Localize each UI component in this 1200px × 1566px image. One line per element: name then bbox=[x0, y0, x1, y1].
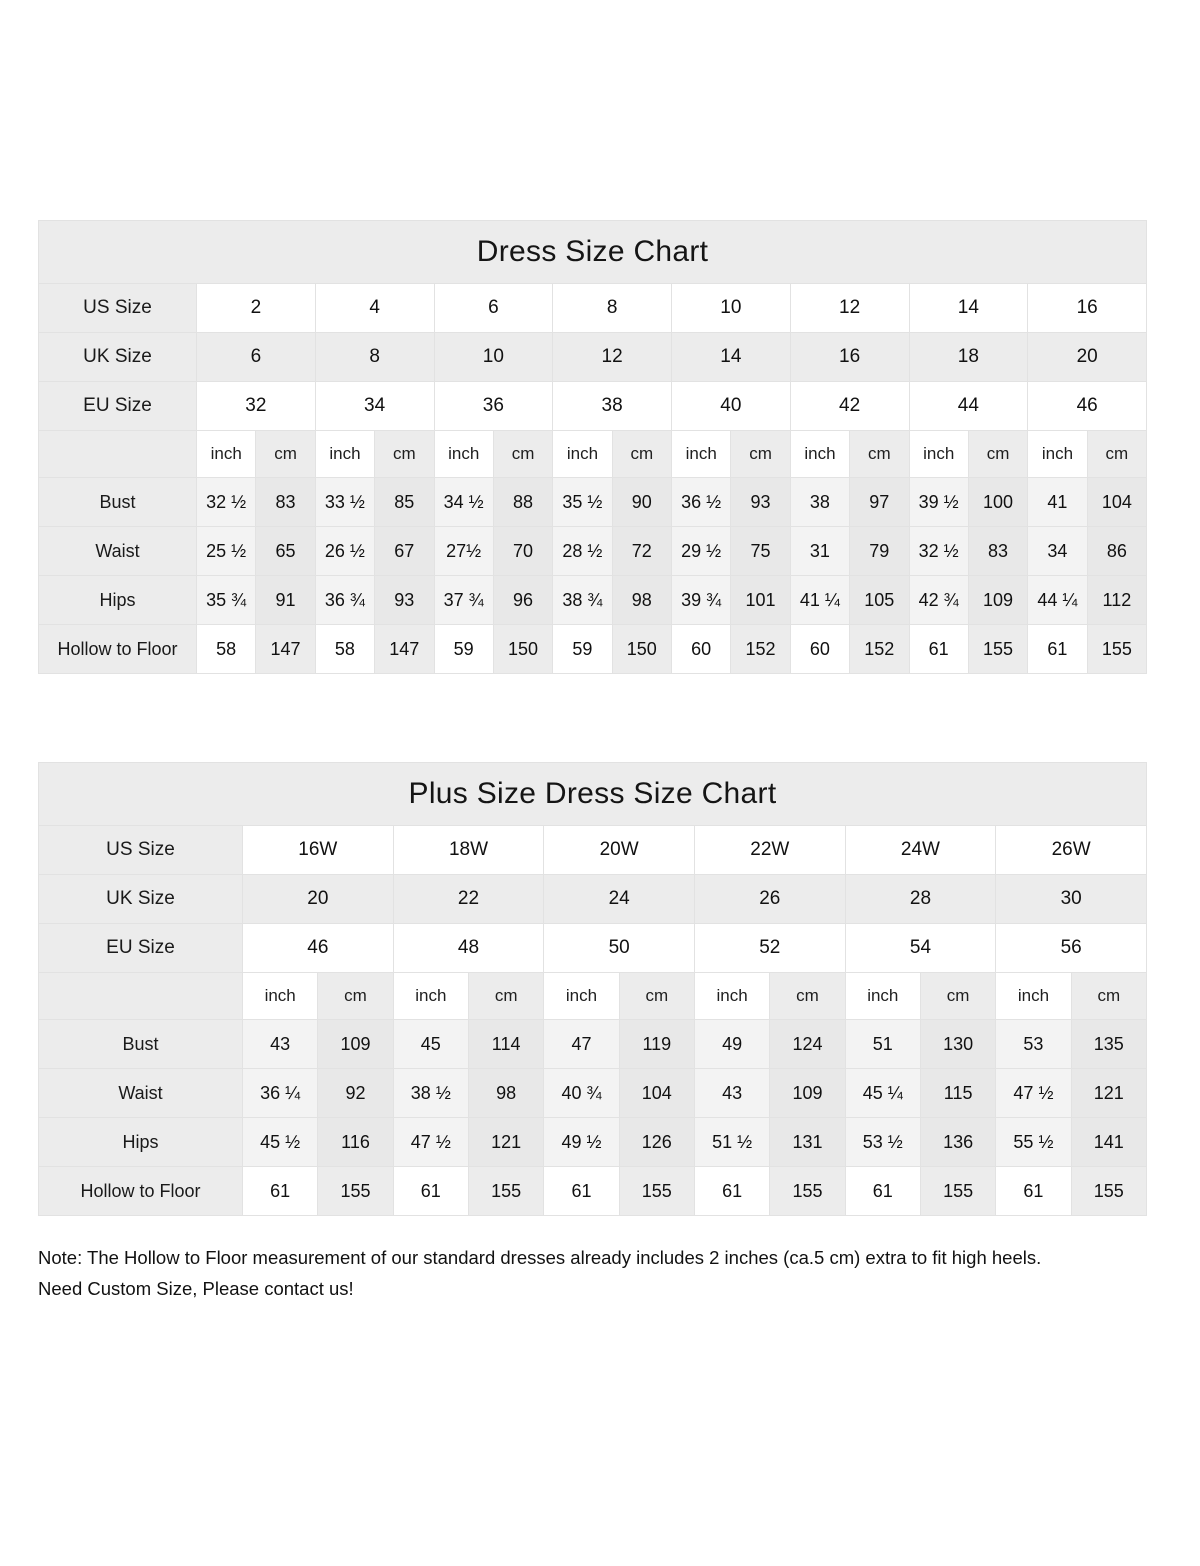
row-label-bust: Bust bbox=[39, 1020, 243, 1069]
waist-row bbox=[39, 527, 1147, 576]
uk-size-cell: 20 bbox=[1028, 333, 1147, 382]
dress-size-chart-table bbox=[38, 220, 1147, 674]
eu-size-cell: 42 bbox=[790, 382, 909, 431]
row-label-eu-size: EU Size bbox=[39, 924, 243, 973]
bust-inch-cell: 38 bbox=[790, 478, 849, 527]
plus-bust-inch-cell: 53 bbox=[996, 1020, 1071, 1069]
plus-eu-size-cell: 56 bbox=[996, 924, 1147, 973]
plus-hips-inch-cell: 51 ½ bbox=[694, 1118, 769, 1167]
bust-cm-cell: 85 bbox=[375, 478, 434, 527]
hollow-inch-cell: 58 bbox=[315, 625, 374, 674]
plus-eu-size-cell: 50 bbox=[544, 924, 695, 973]
plus-hips-inch-cell: 49 ½ bbox=[544, 1118, 619, 1167]
hips-cm-cell: 91 bbox=[256, 576, 315, 625]
plus-waist-inch-cell: 47 ½ bbox=[996, 1069, 1071, 1118]
plus-waist-inch-cell: 38 ½ bbox=[393, 1069, 468, 1118]
waist-cm-cell: 70 bbox=[493, 527, 552, 576]
plus-bust-cm-cell: 130 bbox=[920, 1020, 995, 1069]
plus-size-dress-chart-table bbox=[38, 762, 1147, 1216]
plus-us-size-cell: 20W bbox=[544, 826, 695, 875]
hips-cm-cell: 109 bbox=[968, 576, 1027, 625]
row-label-uk-size: UK Size bbox=[39, 333, 197, 382]
waist-inch-cell: 29 ½ bbox=[672, 527, 731, 576]
bust-cm-cell: 100 bbox=[968, 478, 1027, 527]
bust-inch-cell: 39 ½ bbox=[909, 478, 968, 527]
bust-cm-cell: 83 bbox=[256, 478, 315, 527]
unit-cm-header: cm bbox=[619, 973, 694, 1020]
unit-cm-header: cm bbox=[468, 973, 543, 1020]
uk-size-cell: 18 bbox=[909, 333, 1028, 382]
note-line-2: Need Custom Size, Please contact us! bbox=[38, 1278, 354, 1299]
eu-size-cell: 36 bbox=[434, 382, 553, 431]
eu-size-cell: 32 bbox=[197, 382, 316, 431]
hollow-cm-cell: 152 bbox=[731, 625, 790, 674]
plus-bust-inch-cell: 49 bbox=[694, 1020, 769, 1069]
plus-uk-size-cell: 22 bbox=[393, 875, 544, 924]
unit-cm-header: cm bbox=[1071, 973, 1146, 1020]
us-size-cell: 4 bbox=[315, 284, 434, 333]
plus-hips-cm-cell: 141 bbox=[1071, 1118, 1146, 1167]
plus-eu-size-cell: 52 bbox=[694, 924, 845, 973]
waist-cm-cell: 67 bbox=[375, 527, 434, 576]
hips-inch-cell: 42 ¾ bbox=[909, 576, 968, 625]
plus-us-size-cell: 24W bbox=[845, 826, 996, 875]
waist-inch-cell: 28 ½ bbox=[553, 527, 612, 576]
plus-bust-inch-cell: 43 bbox=[243, 1020, 318, 1069]
hips-cm-cell: 93 bbox=[375, 576, 434, 625]
hollow-cm-cell: 152 bbox=[850, 625, 909, 674]
bust-cm-cell: 88 bbox=[493, 478, 552, 527]
uk-size-cell: 16 bbox=[790, 333, 909, 382]
waist-cm-cell: 72 bbox=[612, 527, 671, 576]
hips-cm-cell: 101 bbox=[731, 576, 790, 625]
row-label-us-size: US Size bbox=[39, 826, 243, 875]
us-size-row bbox=[39, 284, 1147, 333]
plus-waist-cm-cell: 92 bbox=[318, 1069, 393, 1118]
eu-size-cell: 34 bbox=[315, 382, 434, 431]
plus-hips-cm-cell: 131 bbox=[770, 1118, 845, 1167]
unit-inch-header: inch bbox=[790, 431, 849, 478]
plus-uk-size-cell: 28 bbox=[845, 875, 996, 924]
bust-inch-cell: 33 ½ bbox=[315, 478, 374, 527]
waist-inch-cell: 26 ½ bbox=[315, 527, 374, 576]
hips-row bbox=[39, 576, 1147, 625]
plus-hollow-cm-cell: 155 bbox=[318, 1167, 393, 1216]
hips-cm-cell: 112 bbox=[1087, 576, 1146, 625]
plus-waist-inch-cell: 40 ¾ bbox=[544, 1069, 619, 1118]
hips-inch-cell: 44 ¼ bbox=[1028, 576, 1087, 625]
waist-cm-cell: 75 bbox=[731, 527, 790, 576]
unit-inch-header: inch bbox=[434, 431, 493, 478]
uk-size-cell: 10 bbox=[434, 333, 553, 382]
hollow-cm-cell: 155 bbox=[1087, 625, 1146, 674]
unit-cm-header: cm bbox=[493, 431, 552, 478]
plus-us-size-cell: 22W bbox=[694, 826, 845, 875]
unit-inch-header: inch bbox=[672, 431, 731, 478]
unit-cm-header: cm bbox=[612, 431, 671, 478]
us-size-cell: 10 bbox=[672, 284, 791, 333]
hollow-cm-cell: 147 bbox=[375, 625, 434, 674]
plus-hips-cm-cell: 116 bbox=[318, 1118, 393, 1167]
unit-inch-header: inch bbox=[996, 973, 1071, 1020]
row-label-hips: Hips bbox=[39, 576, 197, 625]
row-label-waist: Waist bbox=[39, 1069, 243, 1118]
plus-waist-row bbox=[39, 1069, 1147, 1118]
bust-cm-cell: 93 bbox=[731, 478, 790, 527]
bust-inch-cell: 32 ½ bbox=[197, 478, 256, 527]
eu-size-cell: 40 bbox=[672, 382, 791, 431]
bust-row bbox=[39, 478, 1147, 527]
plus-hollow-cm-cell: 155 bbox=[920, 1167, 995, 1216]
plus-uk-size-row bbox=[39, 875, 1147, 924]
unit-cm-header: cm bbox=[920, 973, 995, 1020]
plus-hollow-inch-cell: 61 bbox=[544, 1167, 619, 1216]
plus-bust-cm-cell: 109 bbox=[318, 1020, 393, 1069]
hips-cm-cell: 96 bbox=[493, 576, 552, 625]
plus-eu-size-cell: 54 bbox=[845, 924, 996, 973]
row-label-hips: Hips bbox=[39, 1118, 243, 1167]
hips-inch-cell: 37 ¾ bbox=[434, 576, 493, 625]
chart-title-row bbox=[39, 221, 1147, 284]
plus-hips-cm-cell: 136 bbox=[920, 1118, 995, 1167]
hollow-cm-cell: 150 bbox=[612, 625, 671, 674]
plus-eu-size-row bbox=[39, 924, 1147, 973]
plus-waist-cm-cell: 109 bbox=[770, 1069, 845, 1118]
uk-size-cell: 12 bbox=[553, 333, 672, 382]
us-size-cell: 2 bbox=[197, 284, 316, 333]
plus-us-size-row bbox=[39, 826, 1147, 875]
plus-bust-inch-cell: 47 bbox=[544, 1020, 619, 1069]
plus-waist-inch-cell: 43 bbox=[694, 1069, 769, 1118]
plus-eu-size-cell: 48 bbox=[393, 924, 544, 973]
plus-uk-size-cell: 24 bbox=[544, 875, 695, 924]
hollow-inch-cell: 60 bbox=[790, 625, 849, 674]
unit-cm-header: cm bbox=[770, 973, 845, 1020]
unit-cm-header: cm bbox=[318, 973, 393, 1020]
us-size-cell: 14 bbox=[909, 284, 1028, 333]
bust-cm-cell: 104 bbox=[1087, 478, 1146, 527]
plus-uk-size-cell: 30 bbox=[996, 875, 1147, 924]
row-label-hollow-to-floor: Hollow to Floor bbox=[39, 625, 197, 674]
bust-cm-cell: 97 bbox=[850, 478, 909, 527]
waist-cm-cell: 65 bbox=[256, 527, 315, 576]
waist-inch-cell: 25 ½ bbox=[197, 527, 256, 576]
hips-inch-cell: 39 ¾ bbox=[672, 576, 731, 625]
hollow-inch-cell: 59 bbox=[434, 625, 493, 674]
plus-bust-cm-cell: 119 bbox=[619, 1020, 694, 1069]
us-size-cell: 6 bbox=[434, 284, 553, 333]
dress-size-chart-title: Dress Size Chart bbox=[39, 221, 1147, 284]
plus-hips-inch-cell: 47 ½ bbox=[393, 1118, 468, 1167]
hollow-inch-cell: 61 bbox=[909, 625, 968, 674]
hollow-inch-cell: 61 bbox=[1028, 625, 1087, 674]
bust-inch-cell: 35 ½ bbox=[553, 478, 612, 527]
unit-cm-header: cm bbox=[968, 431, 1027, 478]
plus-uk-size-cell: 26 bbox=[694, 875, 845, 924]
row-label-bust: Bust bbox=[39, 478, 197, 527]
plus-waist-cm-cell: 104 bbox=[619, 1069, 694, 1118]
unit-cm-header: cm bbox=[375, 431, 434, 478]
hips-inch-cell: 41 ¼ bbox=[790, 576, 849, 625]
plus-hollow-inch-cell: 61 bbox=[243, 1167, 318, 1216]
plus-hollow-inch-cell: 61 bbox=[694, 1167, 769, 1216]
plus-hollow-cm-cell: 155 bbox=[770, 1167, 845, 1216]
plus-bust-cm-cell: 124 bbox=[770, 1020, 845, 1069]
row-label-uk-size: UK Size bbox=[39, 875, 243, 924]
us-size-cell: 16 bbox=[1028, 284, 1147, 333]
plus-chart-title-row bbox=[39, 763, 1147, 826]
plus-bust-inch-cell: 51 bbox=[845, 1020, 920, 1069]
hips-inch-cell: 38 ¾ bbox=[553, 576, 612, 625]
plus-waist-cm-cell: 98 bbox=[468, 1069, 543, 1118]
plus-bust-inch-cell: 45 bbox=[393, 1020, 468, 1069]
unit-inch-header: inch bbox=[1028, 431, 1087, 478]
plus-hips-cm-cell: 121 bbox=[468, 1118, 543, 1167]
eu-size-row bbox=[39, 382, 1147, 431]
row-label-blank bbox=[39, 973, 243, 1020]
plus-us-size-cell: 16W bbox=[243, 826, 394, 875]
bust-cm-cell: 90 bbox=[612, 478, 671, 527]
plus-waist-inch-cell: 45 ¼ bbox=[845, 1069, 920, 1118]
waist-inch-cell: 27½ bbox=[434, 527, 493, 576]
hollow-to-floor-row bbox=[39, 625, 1147, 674]
hollow-inch-cell: 60 bbox=[672, 625, 731, 674]
plus-waist-cm-cell: 115 bbox=[920, 1069, 995, 1118]
row-label-hollow-to-floor: Hollow to Floor bbox=[39, 1167, 243, 1216]
plus-bust-cm-cell: 114 bbox=[468, 1020, 543, 1069]
waist-cm-cell: 86 bbox=[1087, 527, 1146, 576]
plus-hollow-inch-cell: 61 bbox=[393, 1167, 468, 1216]
waist-inch-cell: 31 bbox=[790, 527, 849, 576]
hips-inch-cell: 35 ¾ bbox=[197, 576, 256, 625]
hips-cm-cell: 105 bbox=[850, 576, 909, 625]
uk-size-cell: 6 bbox=[197, 333, 316, 382]
plus-hollow-inch-cell: 61 bbox=[845, 1167, 920, 1216]
unit-cm-header: cm bbox=[1087, 431, 1146, 478]
plus-waist-cm-cell: 121 bbox=[1071, 1069, 1146, 1118]
bust-inch-cell: 34 ½ bbox=[434, 478, 493, 527]
plus-us-size-cell: 26W bbox=[996, 826, 1147, 875]
unit-inch-header: inch bbox=[197, 431, 256, 478]
bust-inch-cell: 41 bbox=[1028, 478, 1087, 527]
waist-cm-cell: 79 bbox=[850, 527, 909, 576]
plus-bust-row bbox=[39, 1020, 1147, 1069]
hollow-inch-cell: 58 bbox=[197, 625, 256, 674]
row-label-waist: Waist bbox=[39, 527, 197, 576]
eu-size-cell: 44 bbox=[909, 382, 1028, 431]
waist-inch-cell: 32 ½ bbox=[909, 527, 968, 576]
unit-inch-header: inch bbox=[553, 431, 612, 478]
plus-hollow-to-floor-row bbox=[39, 1167, 1147, 1216]
unit-cm-header: cm bbox=[256, 431, 315, 478]
hips-inch-cell: 36 ¾ bbox=[315, 576, 374, 625]
plus-hollow-cm-cell: 155 bbox=[468, 1167, 543, 1216]
row-label-eu-size: EU Size bbox=[39, 382, 197, 431]
hollow-cm-cell: 155 bbox=[968, 625, 1027, 674]
hollow-inch-cell: 59 bbox=[553, 625, 612, 674]
unit-cm-header: cm bbox=[850, 431, 909, 478]
plus-hollow-inch-cell: 61 bbox=[996, 1167, 1071, 1216]
hollow-cm-cell: 150 bbox=[493, 625, 552, 674]
unit-inch-header: inch bbox=[845, 973, 920, 1020]
table-spacer bbox=[38, 674, 1170, 762]
eu-size-cell: 46 bbox=[1028, 382, 1147, 431]
plus-us-size-cell: 18W bbox=[393, 826, 544, 875]
unit-inch-header: inch bbox=[315, 431, 374, 478]
unit-inch-header: inch bbox=[393, 973, 468, 1020]
plus-hollow-cm-cell: 155 bbox=[1071, 1167, 1146, 1216]
uk-size-cell: 8 bbox=[315, 333, 434, 382]
unit-header-row bbox=[39, 431, 1147, 478]
unit-inch-header: inch bbox=[243, 973, 318, 1020]
uk-size-row bbox=[39, 333, 1147, 382]
plus-hollow-cm-cell: 155 bbox=[619, 1167, 694, 1216]
plus-hips-row bbox=[39, 1118, 1147, 1167]
plus-waist-inch-cell: 36 ¼ bbox=[243, 1069, 318, 1118]
plus-uk-size-cell: 20 bbox=[243, 875, 394, 924]
row-label-blank bbox=[39, 431, 197, 478]
note-block bbox=[38, 1242, 1158, 1304]
row-label-us-size: US Size bbox=[39, 284, 197, 333]
unit-inch-header: inch bbox=[544, 973, 619, 1020]
us-size-cell: 8 bbox=[553, 284, 672, 333]
plus-hips-inch-cell: 55 ½ bbox=[996, 1118, 1071, 1167]
waist-cm-cell: 83 bbox=[968, 527, 1027, 576]
plus-hips-cm-cell: 126 bbox=[619, 1118, 694, 1167]
hips-cm-cell: 98 bbox=[612, 576, 671, 625]
note-line-1: Note: The Hollow to Floor measurement of our standard dresses already includes 2 inches (ca.5 cm) extra to fit high heels. bbox=[38, 1247, 1042, 1268]
eu-size-cell: 38 bbox=[553, 382, 672, 431]
plus-unit-header-row bbox=[39, 973, 1147, 1020]
unit-cm-header: cm bbox=[731, 431, 790, 478]
bust-inch-cell: 36 ½ bbox=[672, 478, 731, 527]
plus-size-chart-title: Plus Size Dress Size Chart bbox=[39, 763, 1147, 826]
us-size-cell: 12 bbox=[790, 284, 909, 333]
waist-inch-cell: 34 bbox=[1028, 527, 1087, 576]
unit-inch-header: inch bbox=[694, 973, 769, 1020]
uk-size-cell: 14 bbox=[672, 333, 791, 382]
unit-inch-header: inch bbox=[909, 431, 968, 478]
plus-eu-size-cell: 46 bbox=[243, 924, 394, 973]
plus-bust-cm-cell: 135 bbox=[1071, 1020, 1146, 1069]
hollow-cm-cell: 147 bbox=[256, 625, 315, 674]
plus-hips-inch-cell: 53 ½ bbox=[845, 1118, 920, 1167]
plus-hips-inch-cell: 45 ½ bbox=[243, 1118, 318, 1167]
